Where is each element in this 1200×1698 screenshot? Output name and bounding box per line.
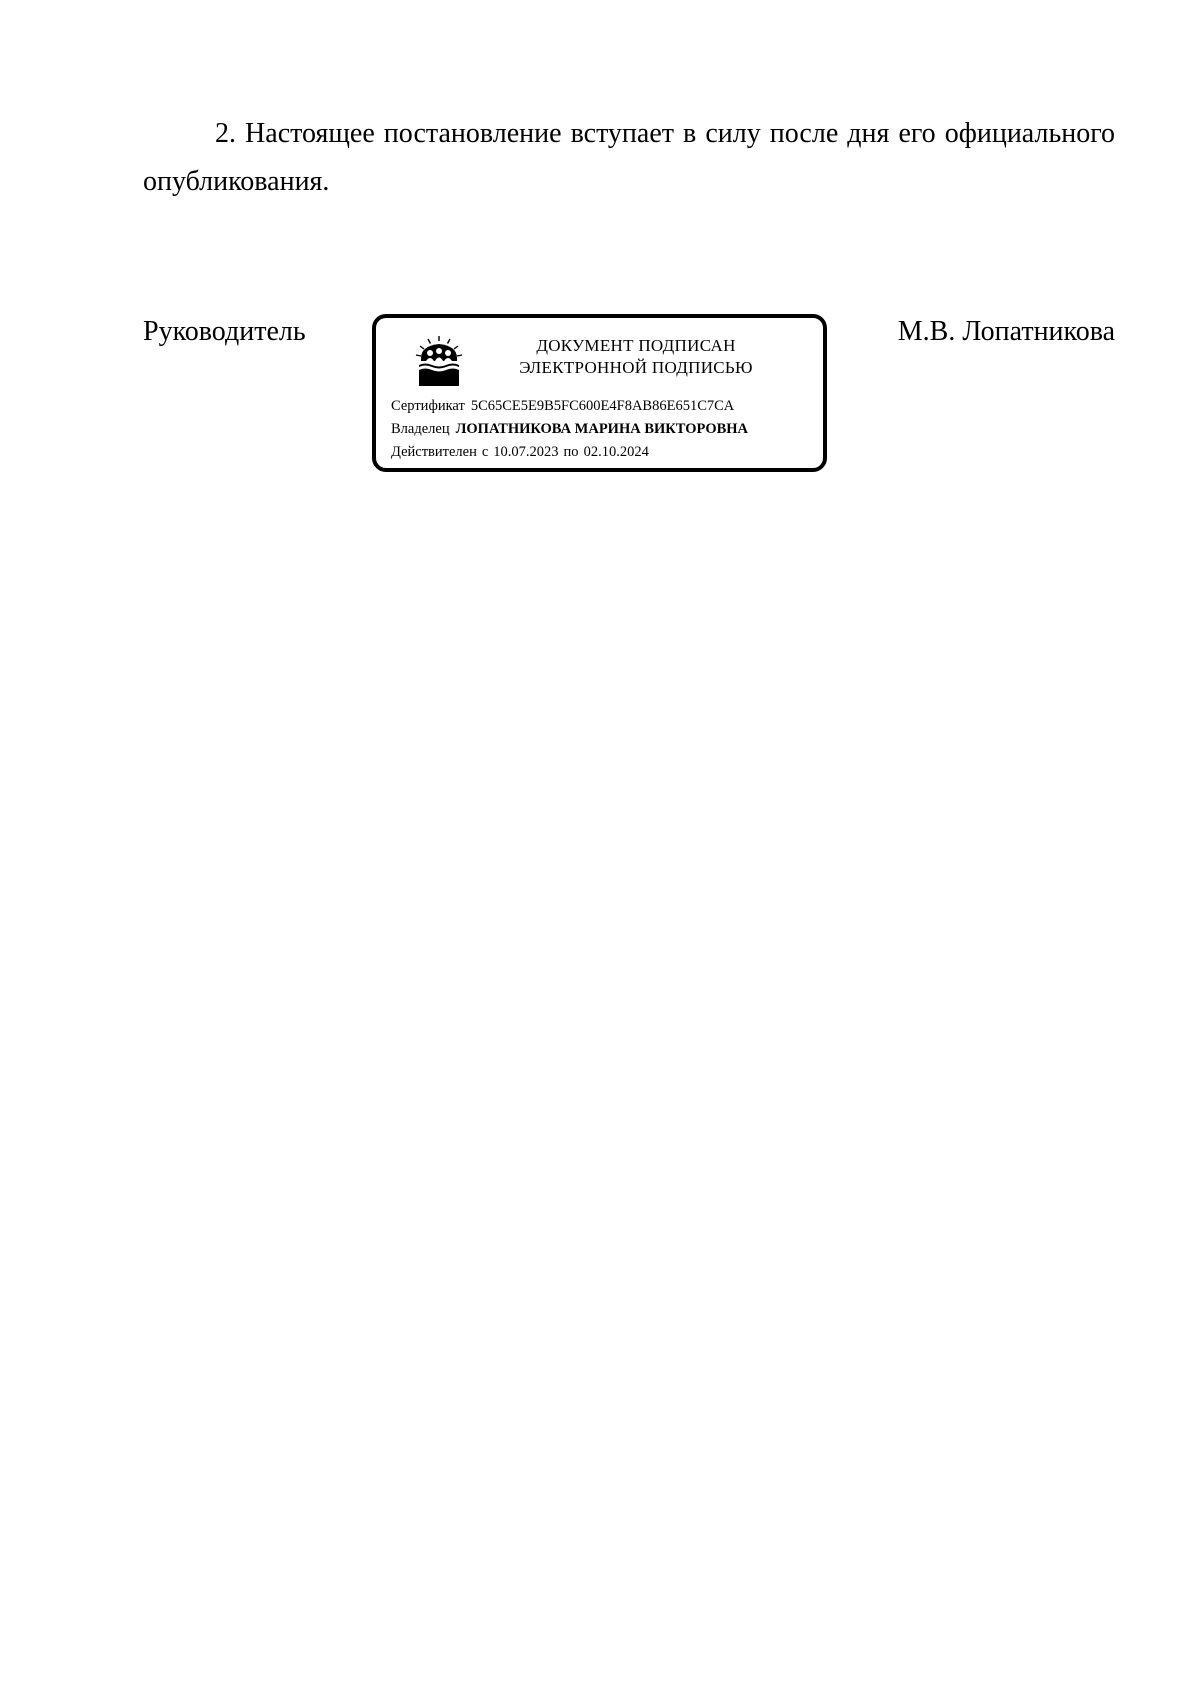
owner-label: Владелец [391,421,450,437]
validity-row [391,441,815,464]
valid-from-label: с [481,444,489,460]
owner-value: ЛОПАТНИКОВА МАРИНА ВИКТОРОВНА [455,421,749,437]
stamp-title-line-2: ЭЛЕКТРОННОЙ ПОДПИСЬЮ [519,358,753,377]
valid-to-label: по [563,444,579,460]
resolution-paragraph: 2. Настоящее постановление вступает в силу после дня его официального опубликования. [143,118,1115,197]
valid-from-date: 10.07.2023 [493,444,559,460]
owner-row [391,418,815,441]
stamp-details [391,395,815,464]
certificate-label: Сертификат [391,398,465,414]
signatory-position: Руководитель [143,316,306,347]
signatory-name: М.В. Лопатникова [897,316,1115,347]
certificate-value: 5C65CE5E9B5FC600E4F8AB86E651C7CA [470,398,735,414]
certificate-row [391,395,815,418]
stamp-title-line-1: ДОКУМЕНТ ПОДПИСАН [536,336,736,355]
stamp-title [471,335,801,379]
valid-to-date: 02.10.2024 [583,444,649,460]
coat-of-arms-icon [412,334,466,388]
valid-label: Действителен [391,444,477,460]
electronic-signature-stamp [372,314,827,472]
